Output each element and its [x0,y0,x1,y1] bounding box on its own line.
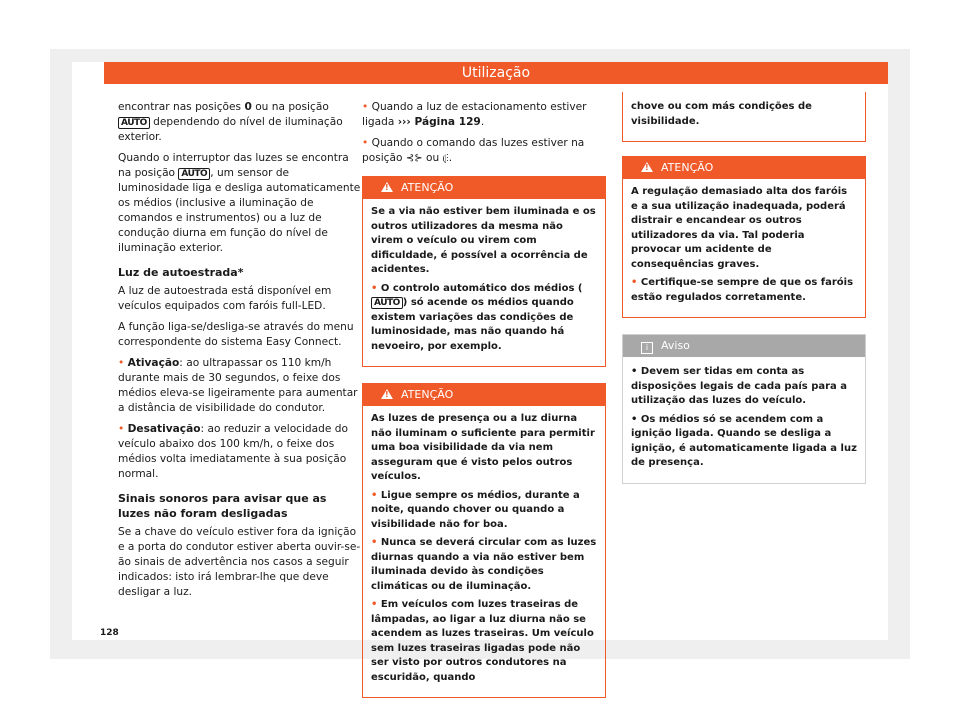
paragraph-motorway-1: A luz de autoestrada está disponível em veículos equipados com faróis full-LED. [118,285,332,312]
info-icon: i [641,342,653,354]
warning-text: Se a via não estiver bem iluminada e os outros utilizadores da mesma não virem o veículo ou virem com dificuldade, é possível a ocorrência de acidentes. [371,206,596,275]
warning-bullet: • Em veículos com luzes traseiras de lâmpadas, ao ligar a luz diurna não se acendem as luzes traseiras. Um veículo sem luzes traseiras ligadas pode não ser visto por outros condutores na escuridão, quando [371,599,594,683]
page-background [50,49,910,683]
fog-light-icon: ⦇⫶ [442,153,449,164]
warning-bullet: • Ligue sempre os médios, durante a noite, quando chover ou quando a visibilidade não for boa. [371,489,580,530]
paragraph-auto-sensor: Quando o interruptor das luzes se encontra na posição AUTO , um sensor de luminosidade liga e desliga automaticamente os médios (inclusive a iluminação de comandos e instrumentos) ou a luz de condução diurna em função do nível de iluminação exterior. [118,152,361,254]
warning-box-2 [362,383,606,698]
warning-box-1 [362,176,606,367]
warning-text: chove ou com más condições de visibilidade. [631,101,812,127]
side-light-icon: ⊰⊱ [405,153,423,164]
paragraph-positions: encontrar nas posições 0 ou na posição AUTO dependendo do nível de iluminação exterior. [118,101,343,143]
warning-bullet: • Nunca se deverá circular com as luzes diurnas quando a via não estiver bem iluminada devido às condições climáticas ou de iluminação. [371,537,597,592]
warning-triangle-icon [641,162,653,172]
subheading-motorway-light: Luz de autoestrada* [118,266,244,279]
subheading-sound-signals: Sinais sonoros para avisar que as luzes não foram desligadas [118,492,327,520]
warning-header: !ATENÇÃO [363,384,605,406]
note-bullet: • Os médios só se acendem com a ignição ligada. Quando se desliga a ignição, é automaticamente ligada a luz de presença. [631,413,857,468]
warning-box-3 [622,156,866,318]
auto-symbol: AUTO [371,297,403,309]
bullet-light-switch: • Quando o comando das luzes estiver na posição ⊰⊱ ou ⦇⫶. [362,137,585,164]
note-box [622,334,866,484]
warning-bullet: • O controlo automático dos médios ( AUTO ) só acende os médios quando existem variações das condições de luminosidade, mas não quando há nevoeiro, por exemplo. [371,282,583,352]
column-1 [118,100,362,606]
page-number: 128 [100,628,119,638]
warning-triangle-icon [381,182,393,192]
light-off-symbol: 0 [244,101,252,113]
warning-header: !ATENÇÃO [363,177,605,199]
paragraph-sound-signals: Se a chave do veículo estiver fora da ignição e a porta do condutor estiver aberta ouvir-se-ão sinais de advertência nos casos a seguir indicados: isto irá lembrar-lhe que deve desligar a luz. [118,526,361,598]
auto-symbol: AUTO [118,117,150,129]
warning-triangle-icon [381,389,393,399]
column-2 [362,100,606,710]
paragraph-motorway-2: A função liga-se/desliga-se através do menu correspondente do sistema Easy Connect. [118,321,354,348]
warning-text: A regulação demasiado alta dos faróis e a sua utilização inadequada, poderá distrair e encandear os outros utilizadores da via. Tal poderia provocar um acidente de consequências graves. [631,186,848,270]
warning-bullet: • Certifique-se sempre de que os faróis estão regulados corretamente. [631,277,854,303]
bullet-deactivation: • Desativação: ao reduzir a velocidade do veículo abaixo dos 100 km/h, o feixe dos médios volta imediatamente à sua posição normal. [118,423,348,480]
page-reference-link[interactable]: ››› Página 129 [397,116,481,128]
warning-box-continued [622,92,866,142]
manual-page [72,62,888,683]
note-header: i Aviso [623,335,865,357]
warning-text: As luzes de presença ou a luz diurna não iluminam o suficiente para permitir uma boa visibilidade da via nem asseguram que é visto pelos outros veículos. [371,413,595,482]
bullet-parking-light: • Quando a luz de estacionamento estiver ligada ››› Página 129. [362,101,587,128]
column-3 [622,92,866,496]
auto-symbol: AUTO [178,168,210,180]
section-header: Utilização [104,62,888,84]
warning-header: !ATENÇÃO [623,157,865,179]
bullet-activation: • Ativação: ao ultrapassar os 110 km/h durante mais de 30 segundos, o feixe dos médios eleva-se ligeiramente para aumentar a distância de visibilidade do condutor. [118,357,358,414]
note-bullet: • Devem ser tidas em conta as disposições legais de cada país para a utilização das luzes do veículo. [631,366,848,406]
